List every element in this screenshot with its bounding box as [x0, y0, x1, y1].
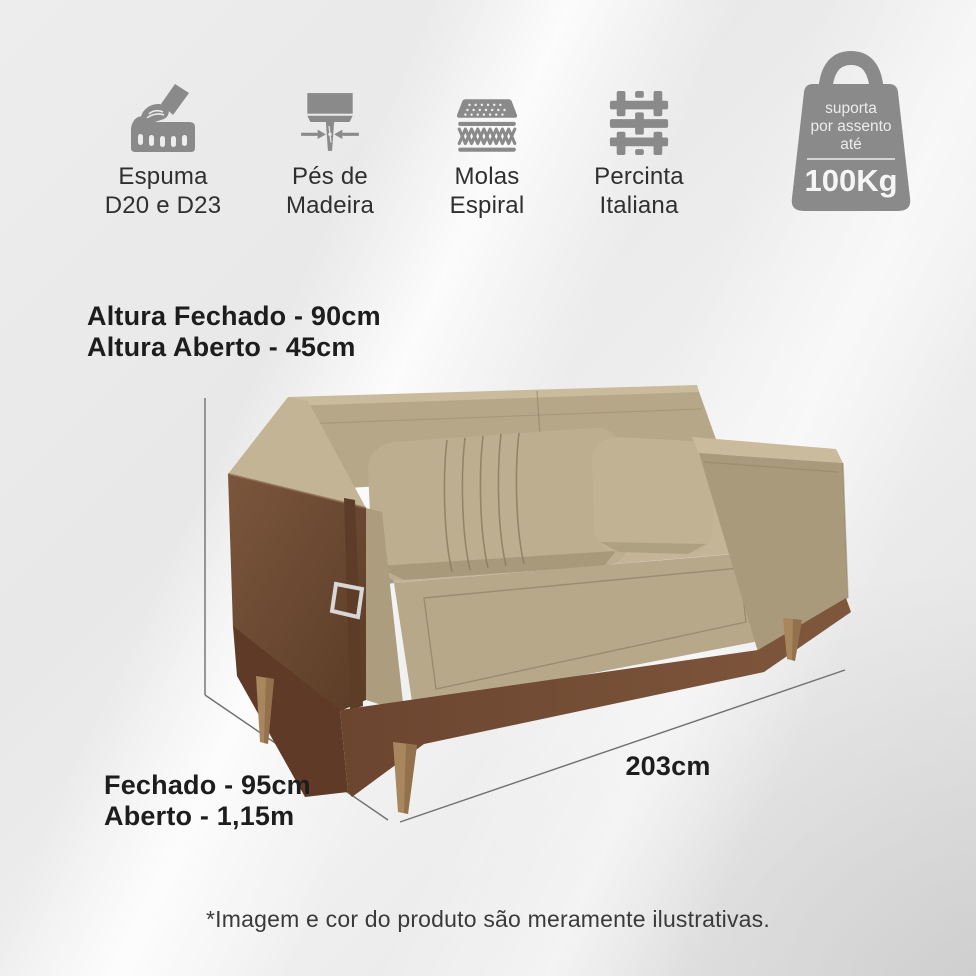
feature-springs-line2: Espiral: [449, 192, 525, 219]
feature-webbing-label: [554, 162, 724, 220]
badge-value: 100Kg: [804, 163, 898, 198]
width-value: 203cm: [625, 751, 711, 781]
feature-springs-line1: Molas: [454, 163, 520, 190]
wooden-leg-icon: [245, 0, 415, 162]
disclaimer-text: *Imagem e cor do produto são meramente ilustrativas.: [206, 906, 770, 932]
height-dimension-labels: [87, 301, 381, 363]
badge-line2: por assento: [810, 118, 892, 135]
height-closed-label: Altura Fechado - 90cm: [87, 301, 381, 331]
feature-webbing-line2: Italiana: [599, 192, 679, 219]
depth-closed-label: Fechado - 95cm: [104, 770, 311, 800]
feature-webbing-line1: Percinta: [594, 163, 684, 190]
feature-foam-line2: D20 e D23: [104, 192, 222, 219]
foam-hand-icon: [78, 0, 248, 162]
spring-mattress-icon: [402, 0, 572, 162]
feature-foam: [78, 0, 248, 220]
badge-line1: suporta: [825, 100, 877, 117]
front-left-leg-shade: [404, 744, 417, 814]
feature-wood-feet-label: [245, 162, 415, 220]
plain-pillow: [592, 437, 716, 554]
height-open-label: Altura Aberto - 45cm: [87, 332, 356, 362]
feature-wood-feet: [245, 0, 415, 220]
sofa: [228, 385, 851, 814]
feature-foam-label: [78, 162, 248, 220]
depth-open-label: Aberto - 1,15m: [104, 801, 295, 831]
feature-springs: [402, 0, 572, 220]
feature-wood-feet-line1: Pés de: [292, 163, 368, 190]
badge-line3: até: [840, 136, 862, 153]
feature-foam-line1: Espuma: [118, 163, 208, 190]
width-dimension-label: [598, 751, 738, 782]
depth-dimension-labels: [104, 770, 311, 832]
weight-badge-icon: [779, 46, 923, 218]
feature-wood-feet-line2: Madeira: [285, 192, 375, 219]
italian-webbing-icon: [554, 0, 724, 162]
feature-webbing: [554, 0, 724, 220]
feature-springs-label: [402, 162, 572, 220]
